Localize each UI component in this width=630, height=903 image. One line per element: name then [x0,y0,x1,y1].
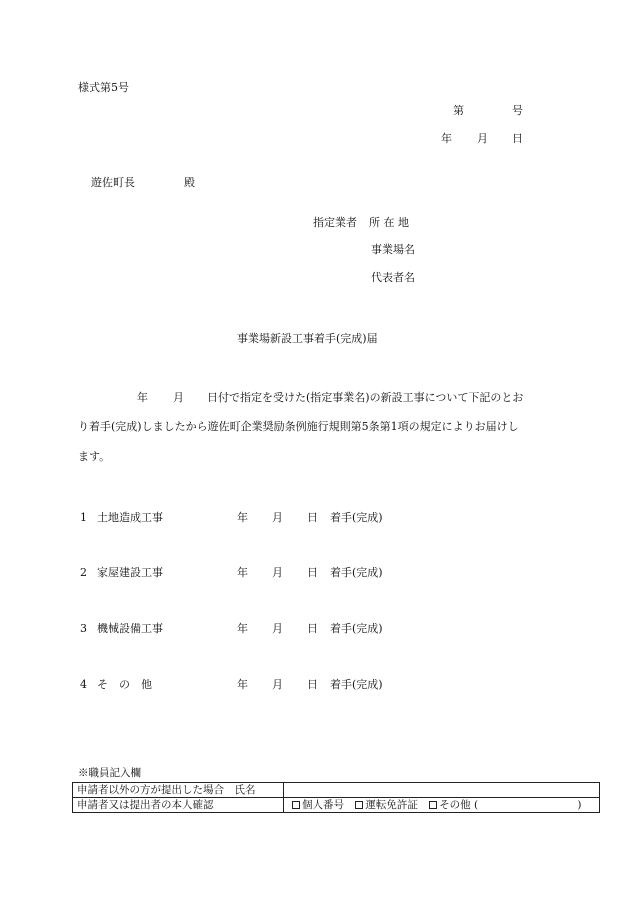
item-number: 1 [80,511,87,524]
item-day: 日 [307,678,318,691]
item-day: 日 [307,511,318,524]
date-year: 年 [441,132,452,145]
body-line-3: ます。 [78,450,111,463]
item-month: 月 [272,622,283,635]
item-year: 年 [237,566,248,579]
addressee-name: 遊佐町長 [91,176,135,189]
body-line-2: り着手(完成)しましたから遊佐町企業奨励条例施行規則第5条第1項の規定によりお届けし [78,420,519,433]
identity-check-options [284,798,600,813]
item-name: 家屋建設工事 [97,566,163,579]
date-month: 月 [477,132,488,145]
item-day: 日 [307,622,318,635]
staff-section-heading: ※職員記入欄 [78,767,141,779]
applicant-office-label: 事業場名 [371,243,415,256]
checkbox-other[interactable] [429,799,478,811]
item-status: 着手(完成) [330,511,383,524]
item-year: 年 [237,511,248,524]
item-day: 日 [307,566,318,579]
item-year: 年 [237,622,248,635]
table-row [73,783,600,798]
checkbox-icon [429,801,437,809]
item-name: 機械設備工事 [97,622,163,635]
item-name: 土地造成工事 [97,511,163,524]
applicant-address-label: 所 在 地 [369,216,409,229]
body-month: 月 [173,391,184,404]
checkbox-icon [355,801,363,809]
item-status: 着手(完成) [330,566,383,579]
identity-check-label: 申請者又は提出者の本人確認 [73,798,284,813]
item-number: 4 [80,678,87,691]
checkbox-label: その他 ( [439,798,479,811]
item-status: 着手(完成) [330,678,383,691]
item-status: 着手(完成) [330,622,383,635]
body-year: 年 [137,391,148,404]
checkbox-icon [292,801,300,809]
doc-no-dai: 第 [453,104,464,117]
form-title: 事業場新設工事着手(完成)届 [237,332,378,345]
checkbox-label: 運転免許証 [365,798,418,811]
applicant-rep-label: 代表者名 [371,271,415,284]
item-number: 3 [80,622,87,635]
staff-table [72,782,600,813]
body-line-1: 日付で指定を受けた(指定事業名)の新設工事について下記のとお [207,391,524,404]
checkbox-drivers-license[interactable] [355,799,418,811]
doc-no-go: 号 [512,104,523,117]
item-month: 月 [272,566,283,579]
table-row [73,798,600,813]
submitter-name-field[interactable] [284,783,600,798]
applicant-role: 指定業者 [313,216,357,229]
form-id: 様式第5号 [78,81,129,94]
item-year: 年 [237,678,248,691]
other-close-paren: ) [577,798,582,811]
item-name: そ の 他 [97,678,152,691]
checkbox-label: 個人番号 [302,798,344,811]
date-day: 日 [512,132,523,145]
addressee-honorific: 殿 [184,176,195,189]
checkbox-my-number[interactable] [292,799,344,811]
item-month: 月 [272,678,283,691]
item-month: 月 [272,511,283,524]
item-number: 2 [80,566,87,579]
submitter-name-label: 申請者以外の方が提出した場合 氏名 [73,783,284,798]
